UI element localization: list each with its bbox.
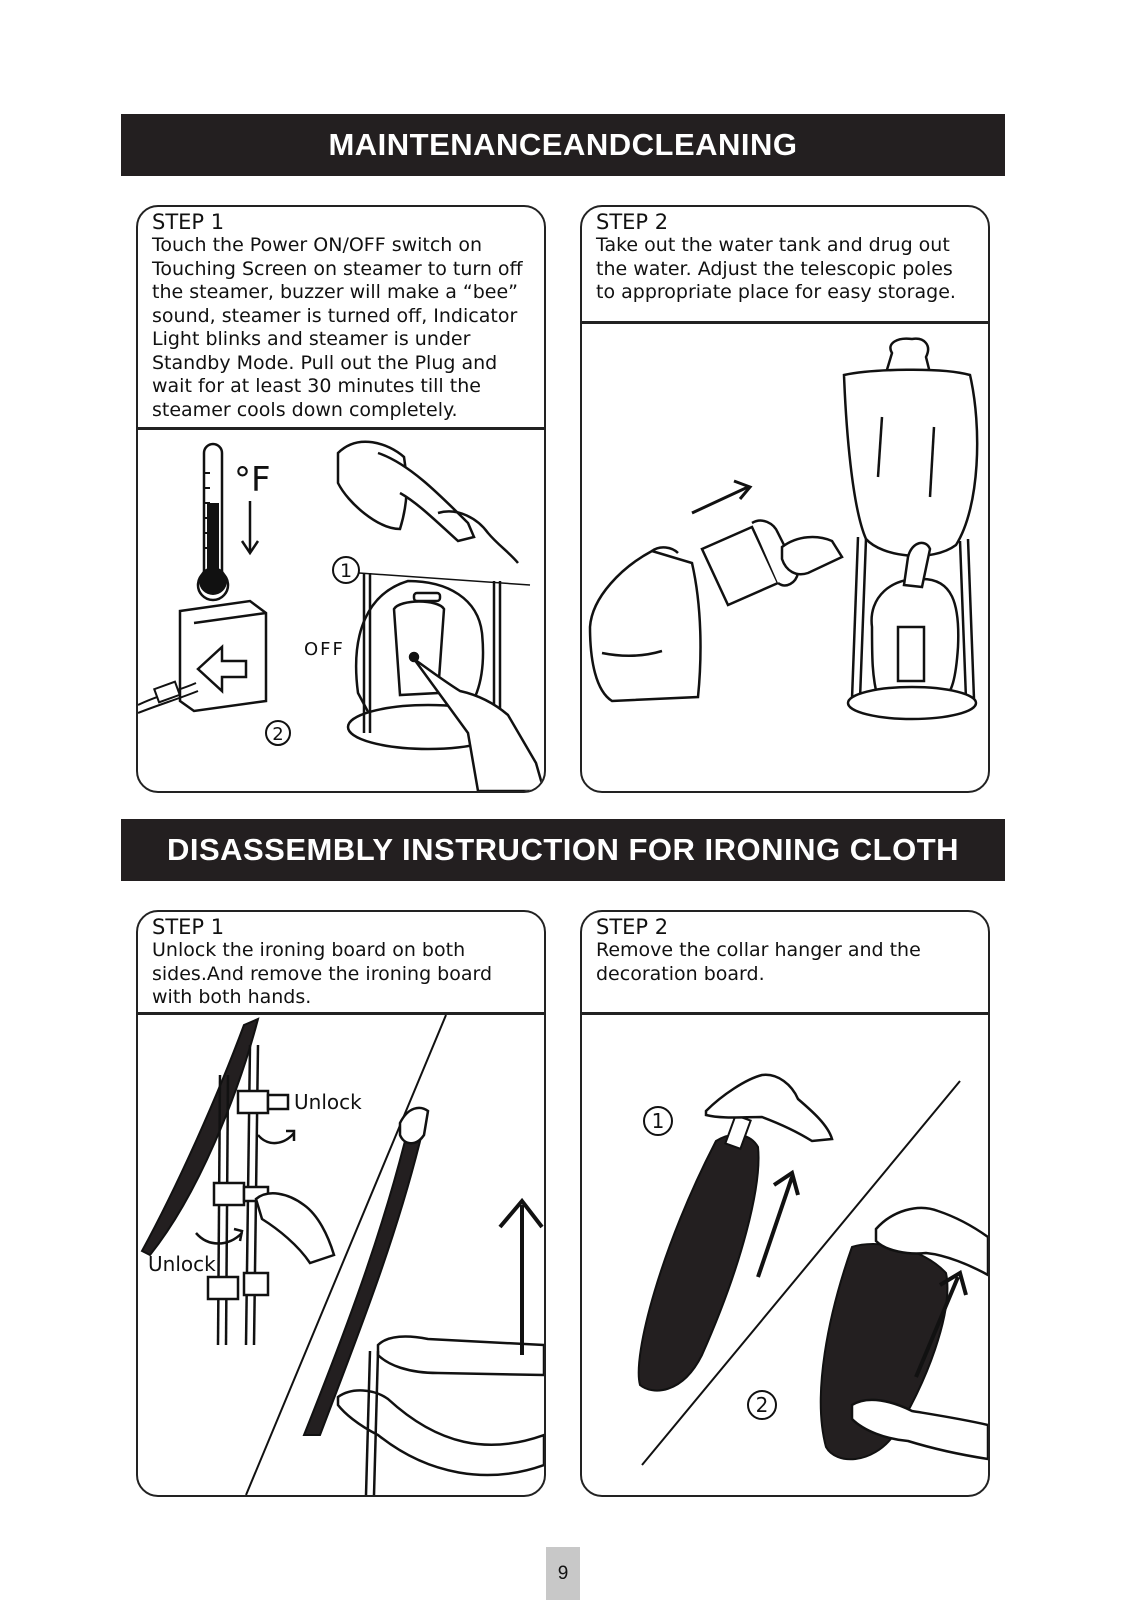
page-number <box>546 1547 580 1600</box>
hand-icon <box>782 537 842 574</box>
steamer-head-icon <box>338 442 518 563</box>
up-arrow-icon <box>500 1201 542 1355</box>
maintenance-step1-panel <box>136 205 546 793</box>
hand-icon <box>706 1075 832 1141</box>
ironing-board-icon <box>142 1019 258 1255</box>
up-arrow-icon <box>758 1173 798 1277</box>
steamer-off-illustration <box>138 433 544 791</box>
section-banner-maintenance <box>121 114 1005 176</box>
collar-hanger-icon <box>639 1135 759 1391</box>
step-description: Remove the collar hanger and the decoration board. <box>596 939 921 985</box>
step-label: STEP 2 <box>596 915 669 939</box>
water-tank-removal-illustration <box>582 327 988 791</box>
step-description: Touch the Power ON/OFF switch on Touching Screen on steamer to turn off the steamer, buzzer will make a “bee” sound, steamer is turned off, Indicator Light blinks and steamer is under Standby Mode. Pull out the Plug and wait for at least 30 minutes till the steamer cools down completely. <box>152 234 523 421</box>
page-number-label: 9 <box>557 1562 569 1584</box>
ironing-board-icon <box>304 1125 424 1435</box>
section-title-maintenance: MAINTENANCEANDCLEANING <box>328 127 798 162</box>
marker-2-label: 2 <box>755 1393 769 1417</box>
garment-hanger-icon <box>844 339 977 556</box>
steamer-base-icon <box>848 543 976 719</box>
disassembly-step2-panel <box>580 910 990 1497</box>
degree-unit-label: °F <box>234 460 271 500</box>
section-banner-disassembly <box>121 819 1005 881</box>
direction-arrow-icon <box>692 481 750 513</box>
divider <box>138 427 544 430</box>
divider <box>582 321 988 324</box>
off-label: OFF <box>304 639 345 660</box>
section-title-disassembly: DISASSEMBLY INSTRUCTION FOR IRONING CLOTH <box>166 832 960 867</box>
step-label: STEP 1 <box>152 915 225 939</box>
marker-1-label: 1 <box>339 560 353 582</box>
maintenance-step2-panel <box>580 205 990 793</box>
disassembly-step1-panel <box>136 910 546 1497</box>
unlock-label-top: Unlock <box>294 1090 362 1114</box>
down-arrow-icon <box>242 501 258 553</box>
step-label: STEP 2 <box>596 210 669 234</box>
step-description: Take out the water tank and drug out the water. Adjust the telescopic poles to appropriate place for easy storage. <box>596 234 956 303</box>
step-description: Unlock the ironing board on both sides.And remove the ironing board with both hands. <box>152 939 493 1008</box>
hand-icon <box>256 1193 334 1263</box>
step-label: STEP 1 <box>152 210 225 234</box>
collar-hanger-removal-illustration <box>582 1015 988 1495</box>
water-tank-icon <box>590 547 700 701</box>
marker-2-label: 2 <box>272 724 284 745</box>
marker-1-label: 1 <box>651 1109 665 1133</box>
unlock-label-bottom: Unlock <box>148 1252 216 1276</box>
ironing-board-unlock-illustration <box>138 1015 544 1495</box>
